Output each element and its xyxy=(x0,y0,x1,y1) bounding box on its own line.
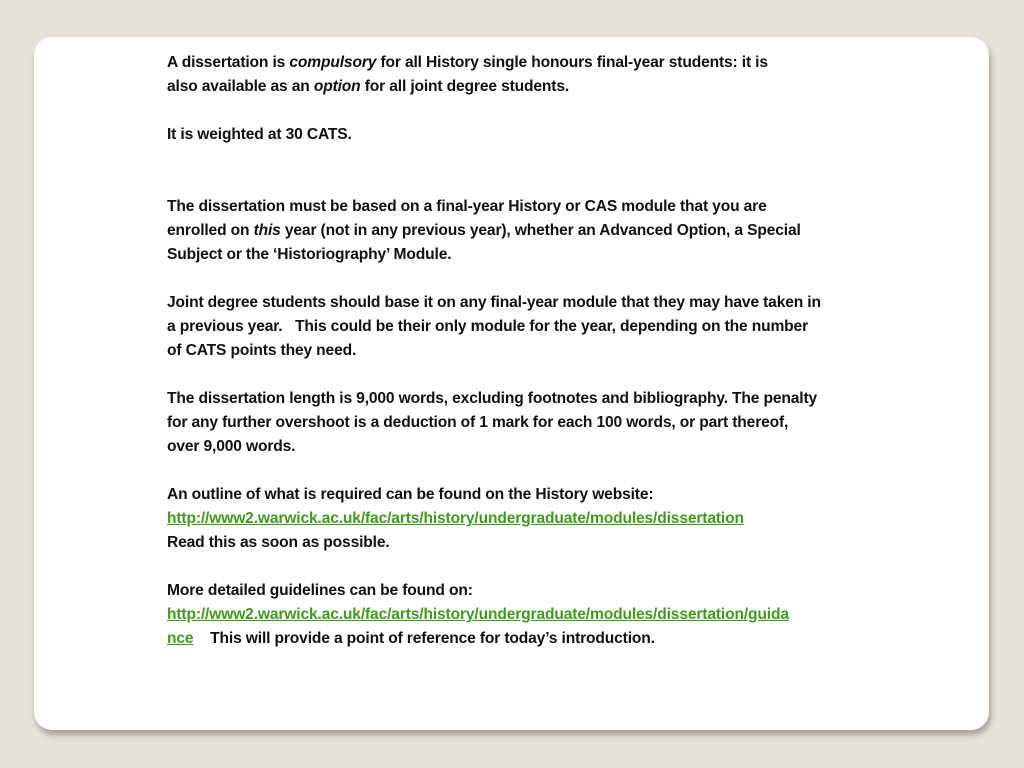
p1-line-1 xyxy=(167,51,919,75)
p5-line-2: for any further overshoot is a deduction of 1 mark for each 100 words, or part thereof, xyxy=(167,414,789,431)
p3-line-1: The dissertation must be based on a final-year History or CAS module that you are xyxy=(167,198,767,215)
p6-line-3: Read this as soon as possible. xyxy=(167,534,390,551)
p2-line: It is weighted at 30 CATS. xyxy=(167,126,352,143)
p4-line-1: Joint degree students should base it on any final-year module that they may have taken in xyxy=(167,294,821,311)
text: for all History single honours final-year students: it is xyxy=(376,54,768,71)
p4-line-3: of CATS points they need. xyxy=(167,342,357,359)
text: A dissertation is xyxy=(167,54,290,71)
text: for all joint degree students. xyxy=(360,78,570,95)
text: enrolled on xyxy=(167,222,254,239)
p4-line-2: a previous year. This could be their only module for the year, depending on the number xyxy=(167,318,808,335)
reference-note: This will provide a point of reference for today’s introduction. xyxy=(193,630,655,647)
text: also available as an xyxy=(167,78,314,95)
p6-link-line xyxy=(167,507,919,531)
p6-line-1: An outline of what is required can be found on the History website: xyxy=(167,486,654,503)
guidance-link-part-2[interactable]: nce xyxy=(167,630,194,647)
p7-link-line xyxy=(167,603,919,627)
p5-line-3: over 9,000 words. xyxy=(167,438,296,455)
p3-line-3: Subject or the ‘Historiography’ Module. xyxy=(167,246,452,263)
p7-line-3 xyxy=(167,627,919,651)
p5-line-1: The dissertation length is 9,000 words, excluding footnotes and bibliography. The penalty xyxy=(167,390,818,407)
p3-line-2 xyxy=(167,219,919,243)
slide-card xyxy=(34,37,989,730)
p7-line-1: More detailed guidelines can be found on: xyxy=(167,582,473,599)
p1-line-2 xyxy=(167,75,919,99)
emphasis-this: this xyxy=(253,222,281,239)
emphasis-option: option xyxy=(313,78,361,95)
emphasis-compulsory: compulsory xyxy=(289,54,377,71)
dissertation-link[interactable]: http://www2.warwick.ac.uk/fac/arts/history/undergraduate/modules/dissertation xyxy=(167,510,744,527)
text: year (not in any previous year), whether an Advanced Option, a Special xyxy=(280,222,801,239)
slide-text-body xyxy=(167,51,919,651)
guidance-link-part-1[interactable]: http://www2.warwick.ac.uk/fac/arts/history/undergraduate/modules/dissertation/guida xyxy=(167,606,789,623)
